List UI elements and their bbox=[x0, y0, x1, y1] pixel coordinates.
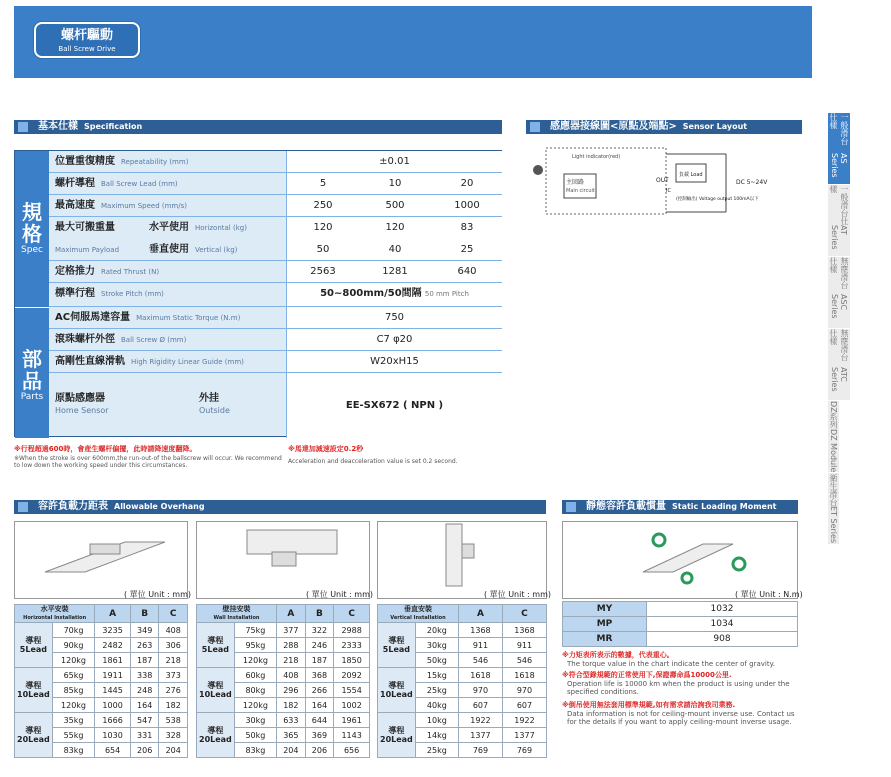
table-row: 導程10Lead 60kg 408 368 2092 bbox=[197, 668, 370, 683]
note-accel-zh: ※馬達加減速設定0.2秒 bbox=[288, 445, 364, 453]
lead-group: 導程10Lead bbox=[378, 668, 416, 713]
lead-group: 導程20Lead bbox=[15, 713, 53, 758]
moment-note-3-en: Data information is not for ceiling-mount inverse use. Contact us for the details if you want to apply ceiling-mount inverse usage. bbox=[567, 710, 795, 726]
table-caption: 水平安裝 Horizontal Installation bbox=[15, 605, 95, 623]
overhang-table-wall bbox=[196, 604, 370, 758]
lead-group: 導程20Lead bbox=[378, 713, 416, 758]
unit-label-1: ( 單位 Unit : mm) bbox=[124, 590, 191, 599]
row-speed: 最高速度 Maximum Speed (mm/s) 250 500 1000 bbox=[49, 195, 502, 217]
column-header: C bbox=[334, 605, 370, 623]
table-row: 25kg 769 769 bbox=[378, 743, 547, 758]
column-header: C bbox=[159, 605, 188, 623]
row-servo: AC伺服馬達容量 Maximum Static Torque (N.m) 750 bbox=[49, 307, 502, 329]
table-caption: 垂直安裝 Vertical Installation bbox=[378, 605, 459, 623]
spec-group-label: 規格 Spec bbox=[15, 151, 49, 307]
table-row: 83kg 654 206 204 bbox=[15, 743, 188, 758]
table-row: 30kg 911 911 bbox=[378, 638, 547, 653]
horizontal-illustration bbox=[14, 521, 188, 599]
svg-text:IC: IC bbox=[666, 188, 671, 194]
table-row: 25kg 970 970 bbox=[378, 683, 547, 698]
lead-group: 導程10Lead bbox=[197, 668, 235, 713]
svg-text:Light indicator(red): Light indicator(red) bbox=[572, 154, 621, 160]
table-row: 導程20Lead 30kg 633 644 1961 bbox=[197, 713, 370, 728]
table-row: 導程5Lead 70kg 3235 349 408 bbox=[15, 623, 188, 638]
table-row: 120kg 218 187 1850 bbox=[197, 653, 370, 668]
table-row: 導程20Lead 35kg 1666 547 538 bbox=[15, 713, 188, 728]
table-row: 50kg 365 369 1143 bbox=[197, 728, 370, 743]
wall-illustration bbox=[196, 521, 370, 599]
moment-note-2-zh: ※符合型錄規範的正常使用下,保證壽命爲10000公里. bbox=[562, 671, 732, 679]
column-header: B bbox=[305, 605, 334, 623]
row-repeatability: 位置重復精度 Repeatability (mm) ±0.01 bbox=[49, 151, 502, 173]
tab-atc-series[interactable]: 無塵滑台仕樣 ATC Series bbox=[828, 329, 850, 401]
column-header: C bbox=[502, 605, 546, 623]
lead-group: 導程5Lead bbox=[197, 623, 235, 668]
tab-dz-module[interactable]: DZ系列 DZ Module bbox=[829, 401, 838, 472]
parts-group-label: 部品 Parts bbox=[15, 307, 49, 438]
table-row: 導程10Lead 15kg 1618 1618 bbox=[378, 668, 547, 683]
sensor-section-header: 感應器接線圖<原點及端點> Sensor Layout bbox=[526, 120, 802, 134]
tab-asc-series[interactable]: 無塵滑台仕樣 ASC Series bbox=[828, 257, 850, 329]
moment-note-3-zh: ※倒吊使用無法套用標準規範,如有需求請洽詢我司業務. bbox=[562, 701, 736, 709]
moment-table bbox=[562, 601, 798, 647]
table-row: 120kg 182 164 1002 bbox=[197, 698, 370, 713]
row-lead: 螺杆導程 Ball Screw Lead (mm) 5 10 20 bbox=[49, 173, 502, 195]
svg-text:主回路: 主回路 bbox=[566, 179, 585, 186]
table-row: 85kg 1445 248 276 bbox=[15, 683, 188, 698]
table-row: 導程5Lead 75kg 377 322 2988 bbox=[197, 623, 370, 638]
svg-text:Main circuit: Main circuit bbox=[566, 188, 595, 194]
series-tabs bbox=[828, 113, 886, 545]
table-row: 120kg 1861 187 218 bbox=[15, 653, 188, 668]
table-row: MP 1034 bbox=[563, 617, 798, 632]
moment-note-2-en: Operation life is 10000 km when the product is using under the specified conditions. bbox=[567, 680, 790, 696]
column-header: B bbox=[130, 605, 159, 623]
lead-group: 導程10Lead bbox=[15, 668, 53, 713]
tab-et-series[interactable]: 衛生滑台 ET Series bbox=[829, 473, 838, 544]
page-title: 螺杆驅動 bbox=[60, 28, 113, 43]
row-sensor: 原點感應器 Home Sensor 外挂 Outside EE-SX672 ( NPN ) bbox=[49, 373, 502, 438]
note-stroke-en: ※When the stroke is over 600mm,the run-out-of the ballscrew will occur. We recommend to low down the working speed under this circumstances. bbox=[14, 455, 282, 469]
lead-group: 導程5Lead bbox=[15, 623, 53, 668]
overhang-section-header: 容許負載力距表 Allowable Overhang bbox=[14, 500, 546, 514]
table-row: MY 1032 bbox=[563, 602, 798, 617]
page-subtitle: Ball Screw Drive bbox=[58, 45, 116, 53]
table-row: 40kg 607 607 bbox=[378, 698, 547, 713]
table-row: 14kg 1377 1377 bbox=[378, 728, 547, 743]
row-payload: 最大可搬重量 Maximum Payload 水平使用 Horizontal (kg) 垂直使用 Vertical (kg) 120 120 83 50 40 25 bbox=[49, 217, 502, 261]
indicator-led-icon bbox=[533, 165, 543, 175]
lead-group: 導程5Lead bbox=[378, 623, 416, 668]
unit-label-2: ( 單位 Unit : mm) bbox=[306, 590, 373, 599]
overhang-table-vertical bbox=[377, 604, 547, 758]
moment-section-header: 靜態容許負載慣量 Static Loading Moment bbox=[562, 500, 798, 514]
vertical-illustration bbox=[377, 521, 547, 599]
row-thrust: 定格推力 Rated Thrust (N) 2563 1281 640 bbox=[49, 261, 502, 283]
table-row: 導程10Lead 65kg 1911 338 373 bbox=[15, 668, 188, 683]
lead-group: 導程20Lead bbox=[197, 713, 235, 758]
table-row: 90kg 2482 263 306 bbox=[15, 638, 188, 653]
table-row: MR 908 bbox=[563, 632, 798, 647]
moment-note-1-en: The torque value in the chart indicate the center of gravity. bbox=[567, 660, 775, 668]
spec-section-header: 基本仕樣 Specification bbox=[14, 120, 502, 134]
table-row: 55kg 1030 331 328 bbox=[15, 728, 188, 743]
row-screw: 滾珠螺杆外徑 Ball Screw Ø (mm) C7 φ20 bbox=[49, 329, 502, 351]
tab-at-series[interactable]: 一般滑台仕樣 AT Series bbox=[828, 185, 850, 257]
tab-as-series[interactable]: 一般滑台仕樣 AS Series bbox=[828, 113, 850, 185]
overhang-table-horizontal bbox=[14, 604, 188, 758]
table-row: 導程20Lead 10kg 1922 1922 bbox=[378, 713, 547, 728]
title-badge bbox=[34, 22, 140, 58]
sensor-wiring-diagram bbox=[526, 142, 802, 220]
table-row: 50kg 546 546 bbox=[378, 653, 547, 668]
table-caption: 壁挂安裝 Wall Installation bbox=[197, 605, 277, 623]
column-header: A bbox=[277, 605, 306, 623]
svg-text:負載 Load: 負載 Load bbox=[679, 172, 703, 178]
row-stroke: 標準行程 Stroke Pitch (mm) 50~800mm/50間隔 50 mm Pitch bbox=[49, 283, 502, 307]
spec-table bbox=[14, 150, 502, 437]
column-header: A bbox=[95, 605, 131, 623]
moment-note-1-zh: ※力矩表所表示的數據，代表重心。 bbox=[562, 651, 674, 659]
unit-label-3: ( 單位 Unit : mm) bbox=[484, 590, 551, 599]
svg-text:DC 5~24V: DC 5~24V bbox=[736, 179, 768, 186]
note-accel-en: Acceleration and deacceleration value is set 0.2 second. bbox=[288, 458, 458, 465]
moment-illustration bbox=[562, 521, 798, 599]
column-header: A bbox=[458, 605, 502, 623]
unit-label-4: ( 單位 Unit : N.m) bbox=[735, 590, 803, 599]
table-row: 80kg 296 266 1554 bbox=[197, 683, 370, 698]
table-row: 120kg 1000 164 182 bbox=[15, 698, 188, 713]
table-row: 95kg 288 246 2333 bbox=[197, 638, 370, 653]
svg-text:(控制輸出) Voltage output 100mA以下: (控制輸出) Voltage output 100mA以下 bbox=[676, 197, 759, 202]
note-stroke-zh: ※行程超過600時，會産生螺杆偏擺，此時請降速度翻降。 bbox=[14, 445, 197, 453]
table-row: 83kg 204 206 656 bbox=[197, 743, 370, 758]
row-guide: 高剛性直線滑軌 High Rigidity Linear Guide (mm) W20xH15 bbox=[49, 351, 502, 373]
svg-text:OUT: OUT bbox=[656, 177, 669, 184]
table-row: 導程5Lead 20kg 1368 1368 bbox=[378, 623, 547, 638]
